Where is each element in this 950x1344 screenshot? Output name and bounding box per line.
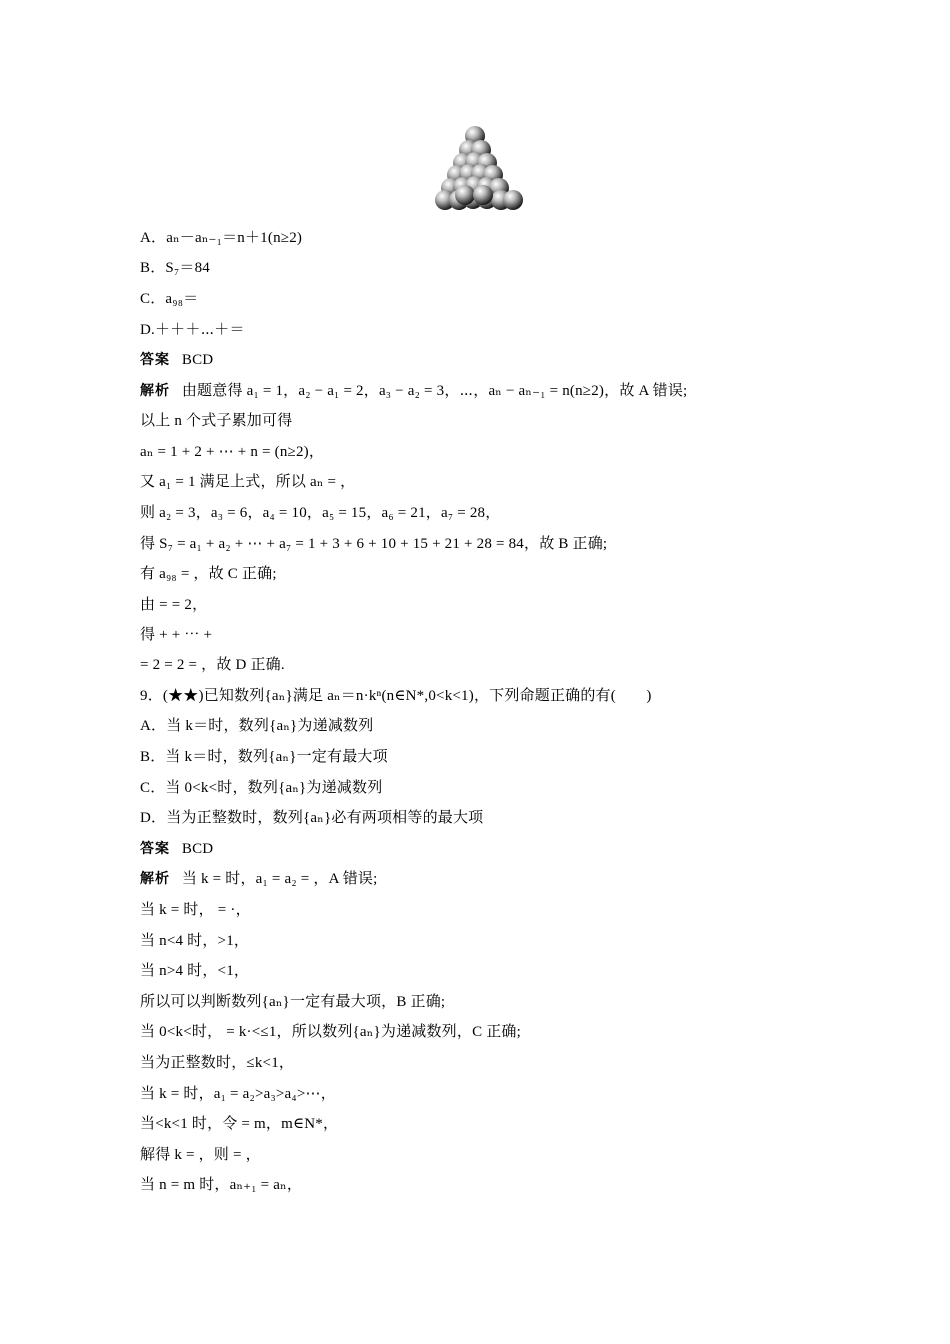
answer-label: 答案 [140,841,170,857]
answer-label: 答案 [140,352,170,368]
question-9: 9．(★★)已知数列{aₙ}满足 aₙ＝n·kⁿ(n∈N*,0<k<1)，下列命题正确的有( ) [140,688,652,704]
text-line: 当 k = 时， = ·， [140,902,251,918]
text-line: 由 = = 2， [140,597,208,613]
option-a: A．当 k＝时，数列{aₙ}为递减数列 [140,718,374,734]
text-line: 当 k = 时，a₁ = a₂>a₃>a₄>⋯， [140,1086,336,1102]
sphere [473,185,493,205]
answer-value: BCD [181,352,214,368]
analysis-line-9 [140,869,378,889]
text-line: 当为正整数时，≤k<1， [140,1055,295,1071]
option-b: B．当 k＝时，数列{aₙ}一定有最大项 [140,749,388,765]
text-line: 有 a₉₈ = ，故 C 正确; [140,566,277,582]
answer-line-9 [140,839,213,859]
text-line: aₙ = 1 + 2 + ⋯ + n = (n≥2)， [140,444,325,460]
analysis-line-8 [140,381,687,401]
option-b: B．S₇＝84 [140,260,210,276]
sphere-group [435,126,523,210]
stacked-spheres-figure [425,125,525,215]
text-line: 以上 n 个式子累加可得 [140,413,293,429]
analysis-text: 当 k = 时，a₁ = a₂ = ，A 错误; [181,871,378,887]
answer-line-8 [140,350,213,370]
text-line: 当<k<1 时，令 = m，m∈N*， [140,1116,339,1132]
option-d: D．当为正整数时，数列{aₙ}必有两项相等的最大项 [140,810,484,826]
text-line: 又 a₁ = 1 满足上式，所以 aₙ = ， [140,474,356,490]
text-line: 当 0<k<时， = k·<≤1，所以数列{aₙ}为递减数列，C 正确; [140,1024,521,1040]
text-line: 得 S₇ = a₁ + a₂ + ⋯ + a₇ = 1 + 3 + 6 + 10 + 15 + 21 + 28 = 84，故 B 正确; [140,536,608,552]
text-line: 解得 k = ，则 = ， [140,1147,261,1163]
text-line: 则 a₂ = 3，a₃ = 6，a₄ = 10，a₅ = 15，a₆ = 21，a₇ = 28， [140,505,501,521]
option-d: D.＋＋＋⋯＋＝ [140,322,245,338]
text-line: = 2 = 2 = ，故 D 正确. [140,657,285,673]
analysis-label: 解析 [140,383,170,399]
sphere [455,185,475,205]
text-line: 当 n<4 时，>1， [140,933,250,949]
text-line: 当 n>4 时，<1， [140,963,250,979]
sphere [503,190,523,210]
text-line: 所以可以判断数列{aₙ}一定有最大项，B 正确; [140,994,446,1010]
text-line: 得 + + ⋯ + [140,627,213,643]
answer-value: BCD [181,841,214,857]
analysis-label: 解析 [140,871,170,887]
option-a: A．aₙ－aₙ₋₁＝n＋1(n≥2) [140,230,303,246]
analysis-text: 由题意得 a₁ = 1，a₂ − a₁ = 2，a₃ − a₂ = 3，⋯，aₙ − aₙ₋₁ = n(n≥2)，故 A 错误; [181,383,688,399]
text-line: 当 n = m 时，aₙ₊₁ = aₙ， [140,1177,303,1193]
option-c: C．a₉₈＝ [140,291,199,307]
option-c: C．当 0<k<时，数列{aₙ}为递减数列 [140,780,383,796]
